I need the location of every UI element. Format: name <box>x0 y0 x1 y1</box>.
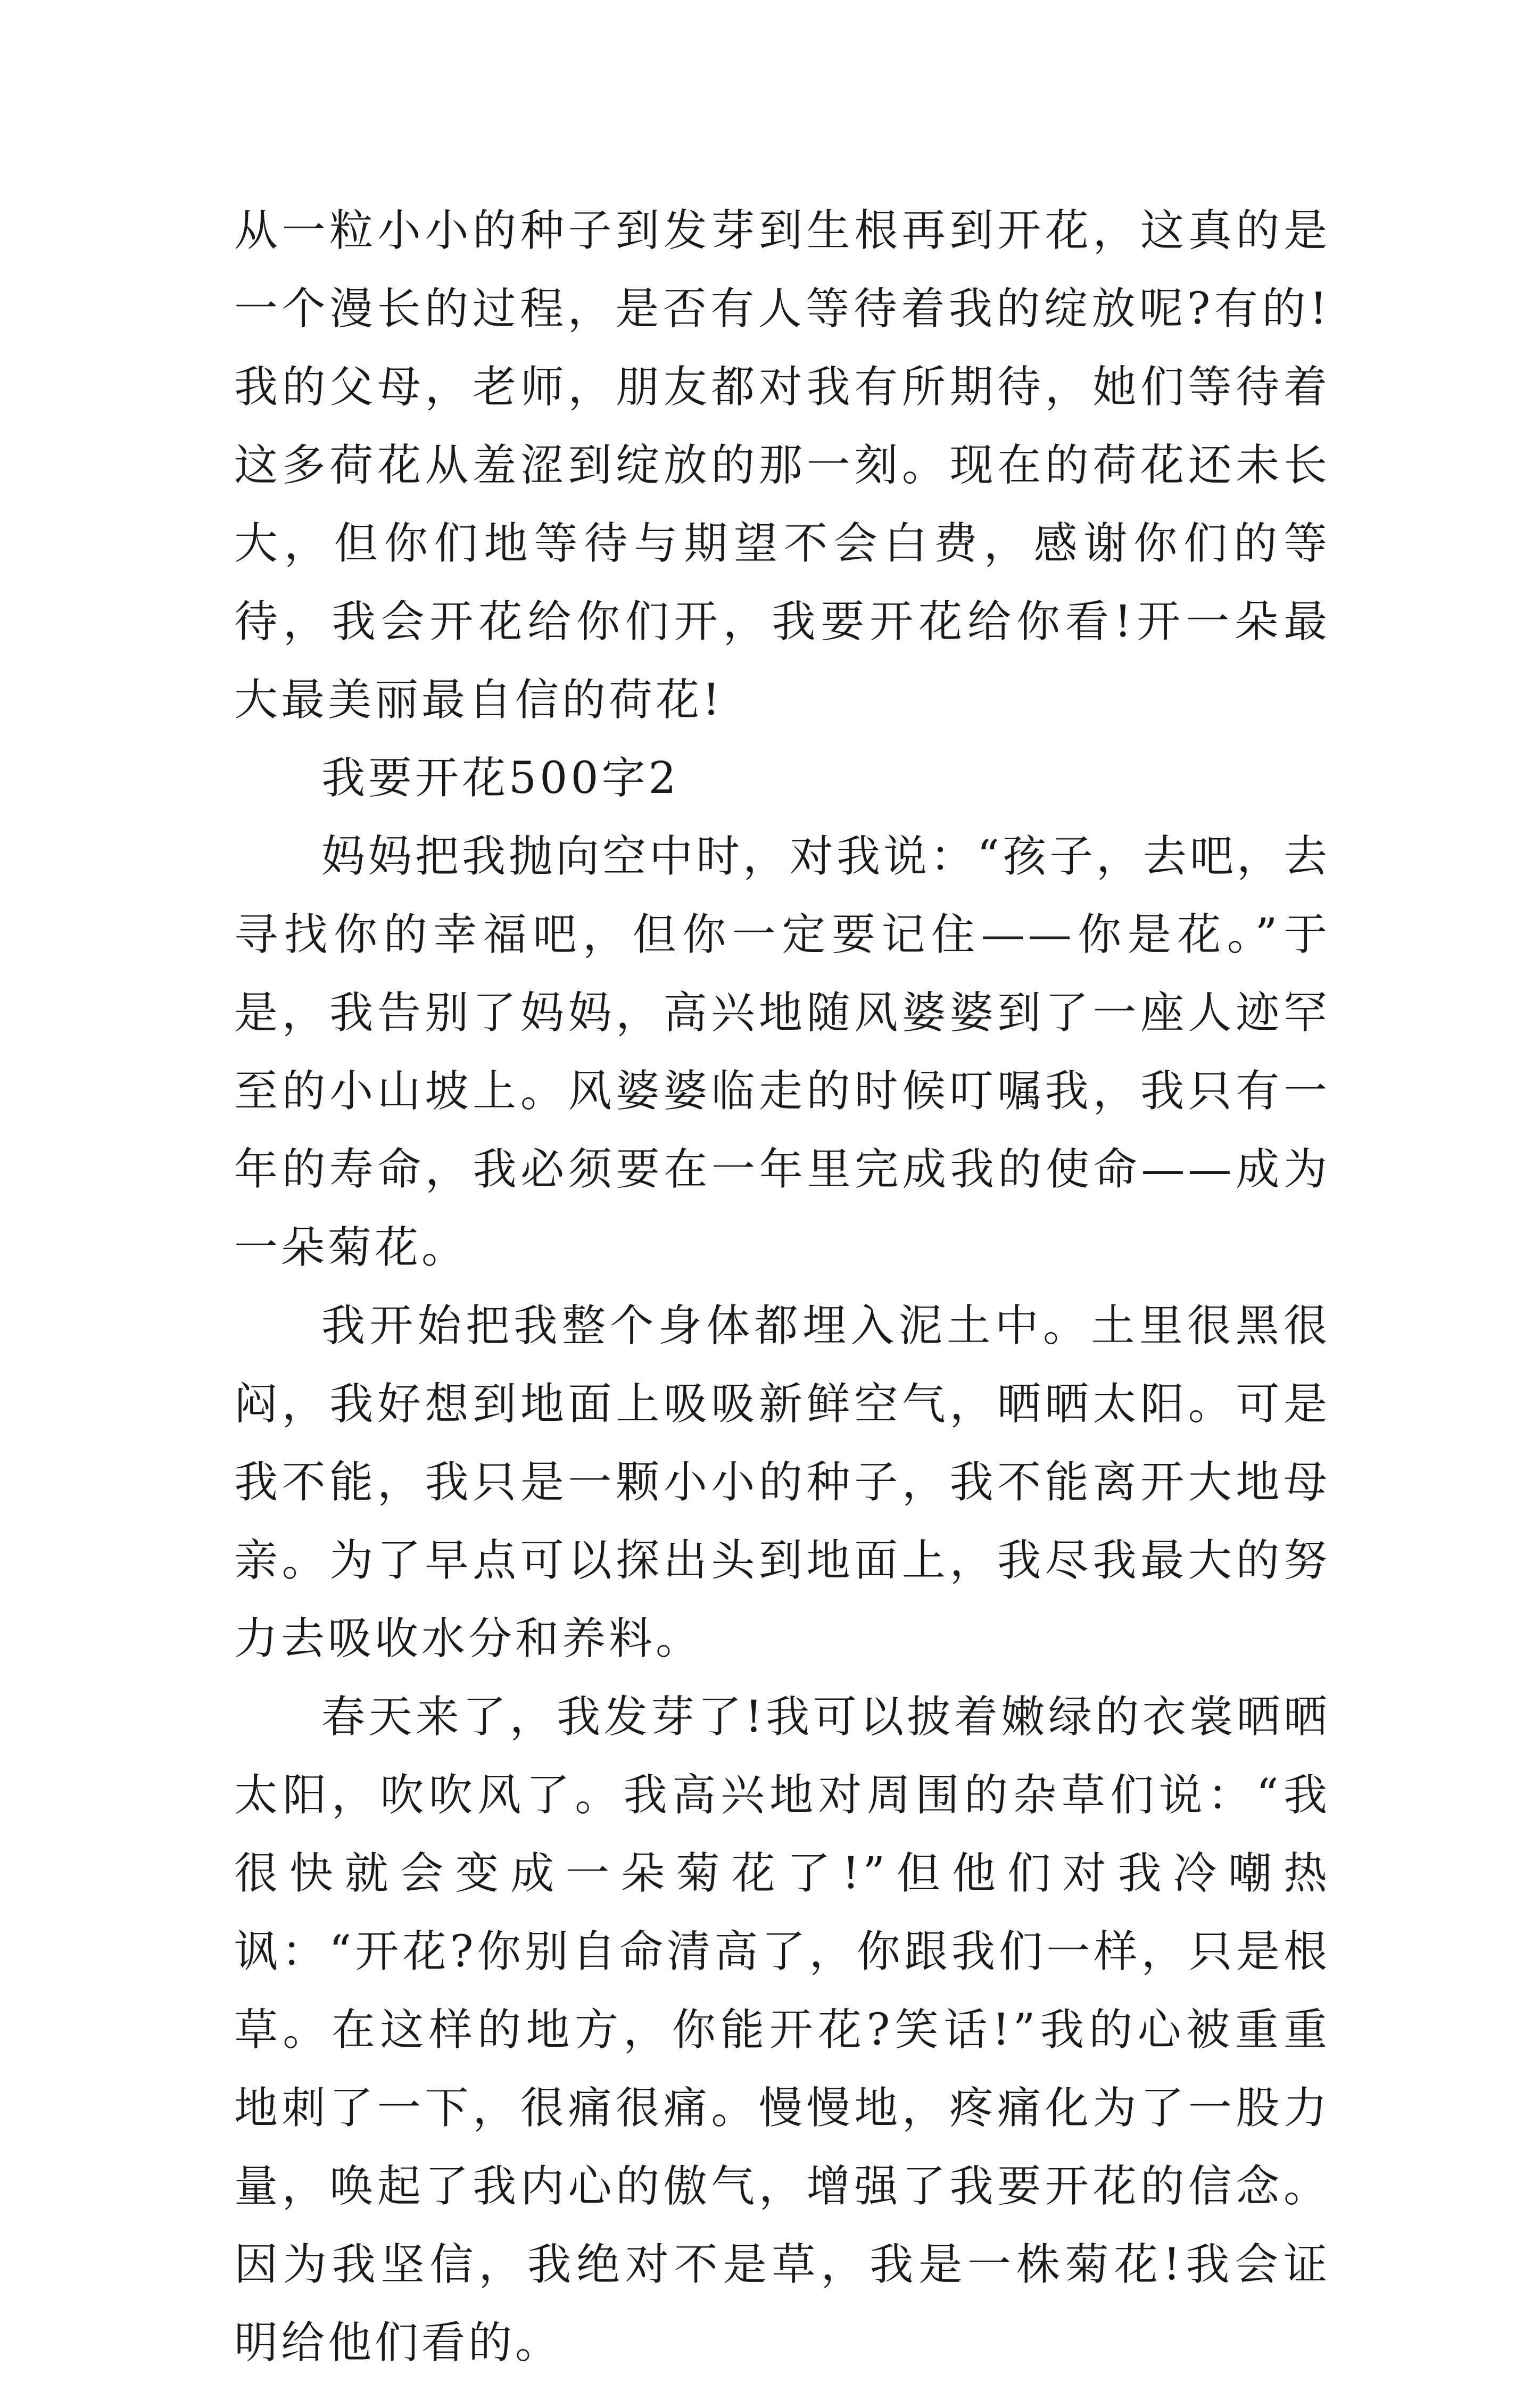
paragraph-body-1: 妈妈把我抛向空中时，对我说：“孩子，去吧，去寻找你的幸福吧，但你一定要记住——你是花。”于是，我告别了妈妈，高兴地随风婆婆到了一座人迹罕至的小山坡上。风婆婆临走的时候叮嘱我，我只有一年的寿命，我必须要在一年里完成我的使命——成为一朵菊花。 <box>234 831 1330 1273</box>
paragraph-body-2: 我开始把我整个身体都埋入泥土中。土里很黑很闷，我好想到地面上吸吸新鲜空气，晒晒太阳。可是我不能，我只是一颗小小的种子，我不能离开大地母亲。为了早点可以探出头到地面上，我尽我最大的努力去吸收水分和养料。 <box>234 1301 1330 1664</box>
document-body <box>234 192 1330 2382</box>
paragraph-body-3: 春天来了，我发芽了!我可以披着嫩绿的衣裳晒晒太阳，吹吹风了。我高兴地对周围的杂草们说：“我很快就会变成一朵菊花了!”但他们对我冷嘲热讽：“开花?你别自命清高了，你跟我们一样，只是根草。在这样的地方，你能开花?笑话!”我的心被重重地刺了一下，很痛很痛。慢慢地，疼痛化为了一股力量，唤起了我内心的傲气，增强了我要开花的信念。因为我坚信，我绝对不是草，我是一株菊花!我会证明给他们看的。 <box>234 1692 1330 2368</box>
section-heading: 我要开花500字2 <box>321 753 680 804</box>
paragraph-intro: 从一粒小小的种子到发芽到生根再到开花，这真的是一个漫长的过程，是否有人等待着我的绽放呢?有的!我的父母，老师，朋友都对我有所期待，她们等待着这多荷花从羞涩到绽放的那一刻。现在的荷花还未长大，但你们地等待与期望不会白费，感谢你们的等待，我会开花给你们开，我要开花给你看!开一朵最大最美丽最自信的荷花! <box>234 205 1330 725</box>
